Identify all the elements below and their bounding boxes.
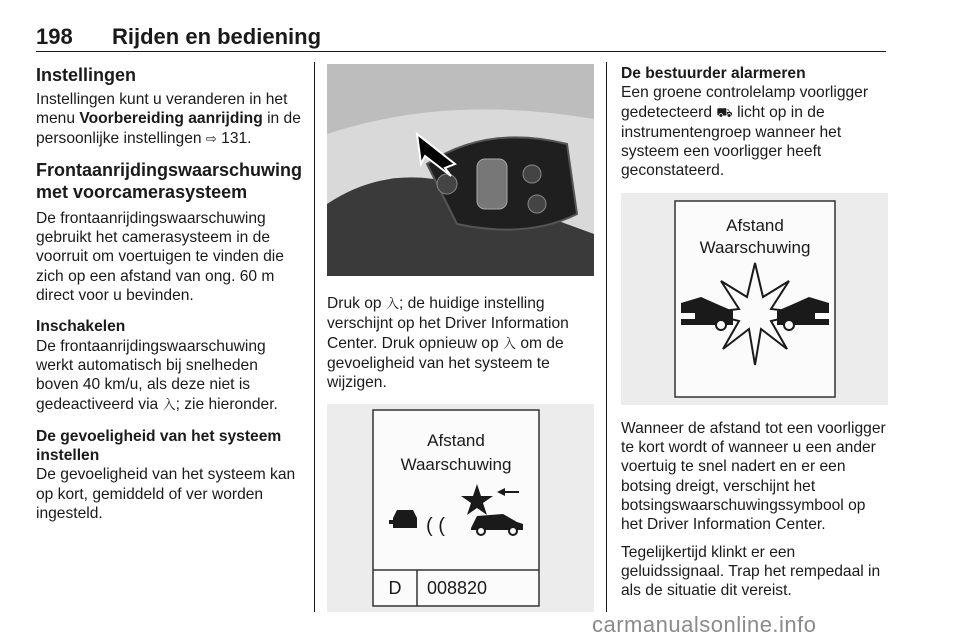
page-reference-arrow-icon: ⇨ — [205, 131, 217, 147]
text-run: Een groene controlelamp voorligger gedetecteerd — [621, 84, 869, 121]
column-divider-1 — [314, 62, 315, 612]
text-run: Instellingen kunt u veranderen in het menu — [36, 91, 288, 128]
text-run: ; de huidige instelling verschijnt op het Driver Information Center. Druk opnieuw op — [327, 295, 569, 352]
watermark: carmanualsonline.info — [592, 612, 817, 637]
paragraph-alarm — [621, 83, 889, 180]
text-run: Druk op — [327, 295, 386, 312]
paragraph-geluidssignaal: Tegelijkertijd klinkt er een geluidssignaal. Trap het rempedaal in als de situatie dit vereist. — [621, 543, 881, 600]
text-run: De frontaanrijdingswaarschuwing werkt automatisch bij snelheden boven 40 km/u, als deze niet is gedeactiveerd via — [36, 337, 266, 413]
display-line-2: Waarschuwing — [699, 237, 811, 257]
collision-alert-button-icon: ⼊ — [385, 297, 399, 312]
paragraph-gevoeligheid: De gevoeligheid van het systeem kan op kort, gemiddeld of ver worden ingesteld. — [36, 466, 296, 523]
collision-alert-button-icon: ⼊ — [162, 397, 176, 413]
steering-wheel-figure — [327, 64, 594, 276]
wave-icon: ( ( — [426, 515, 445, 538]
heading-gevoeligheid: De gevoeligheid van het systeem instellen — [36, 427, 282, 465]
collision-alert-button-icon: ⼊ — [502, 336, 516, 352]
paragraph-instellingen — [36, 90, 304, 149]
sensitivity-display-figure — [327, 404, 594, 612]
text-run: in de persoonlijke instellingen — [36, 110, 301, 147]
paragraph-inschakelen — [36, 337, 304, 415]
vehicle-ahead-icon: ⛟ — [716, 105, 733, 121]
heading-bestuurder-alarmeren: De bestuurder alarmeren — [621, 65, 806, 82]
display-code-letter: D — [388, 578, 402, 599]
page-reference[interactable]: 131. — [216, 129, 252, 147]
display-line-2: Waarschuwing — [400, 455, 512, 475]
text-run: licht op in de instrumentengroep wanneer het systeem een voorligger heeft geconstateerd. — [621, 103, 842, 180]
page-header — [36, 22, 886, 52]
column-2 — [327, 64, 595, 612]
menu-name: Voorbereiding aanrijding — [79, 110, 263, 128]
display-code: 008820 — [427, 578, 488, 599]
display-line-1: Afstand — [427, 431, 485, 451]
column-3 — [621, 64, 889, 600]
text-run: ; zie hieronder. — [175, 395, 278, 413]
paragraph-fcw: De frontaanrijdingswaarschuwing gebruikt het camerasysteem in de voorruit om voertuigen te vinden die zich op een afstand van ong. 60 m direct voor u bevinden. — [36, 209, 284, 305]
page-number: 198 — [36, 24, 73, 49]
chapter-title: Rijden en bediening — [112, 24, 322, 49]
column-divider-2 — [606, 62, 607, 612]
text-run: om de gevoeligheid van het systeem te wijzigen. — [327, 334, 564, 392]
display-line-1: Afstand — [726, 215, 784, 235]
paragraph-botsingswaarschuwing: Wanneer de afstand tot een voorligger te kort wordt of wanneer u een ander voertuig te snel nadert en er een botsing dreigt, verschijnt het botsingswaarschuwingssymbool op het Driver Information Center. — [621, 419, 886, 534]
heading-frontaanrijdingswaarschuwing: Frontaanrijdingswaarschuwing met voorcamerasysteem — [36, 159, 303, 202]
heading-instellingen: Instellingen — [36, 65, 137, 85]
column-1 — [36, 64, 304, 523]
heading-inschakelen: Inschakelen — [36, 318, 126, 336]
paragraph-druk-op — [327, 294, 595, 392]
distance-warning-display-figure — [621, 193, 888, 405]
